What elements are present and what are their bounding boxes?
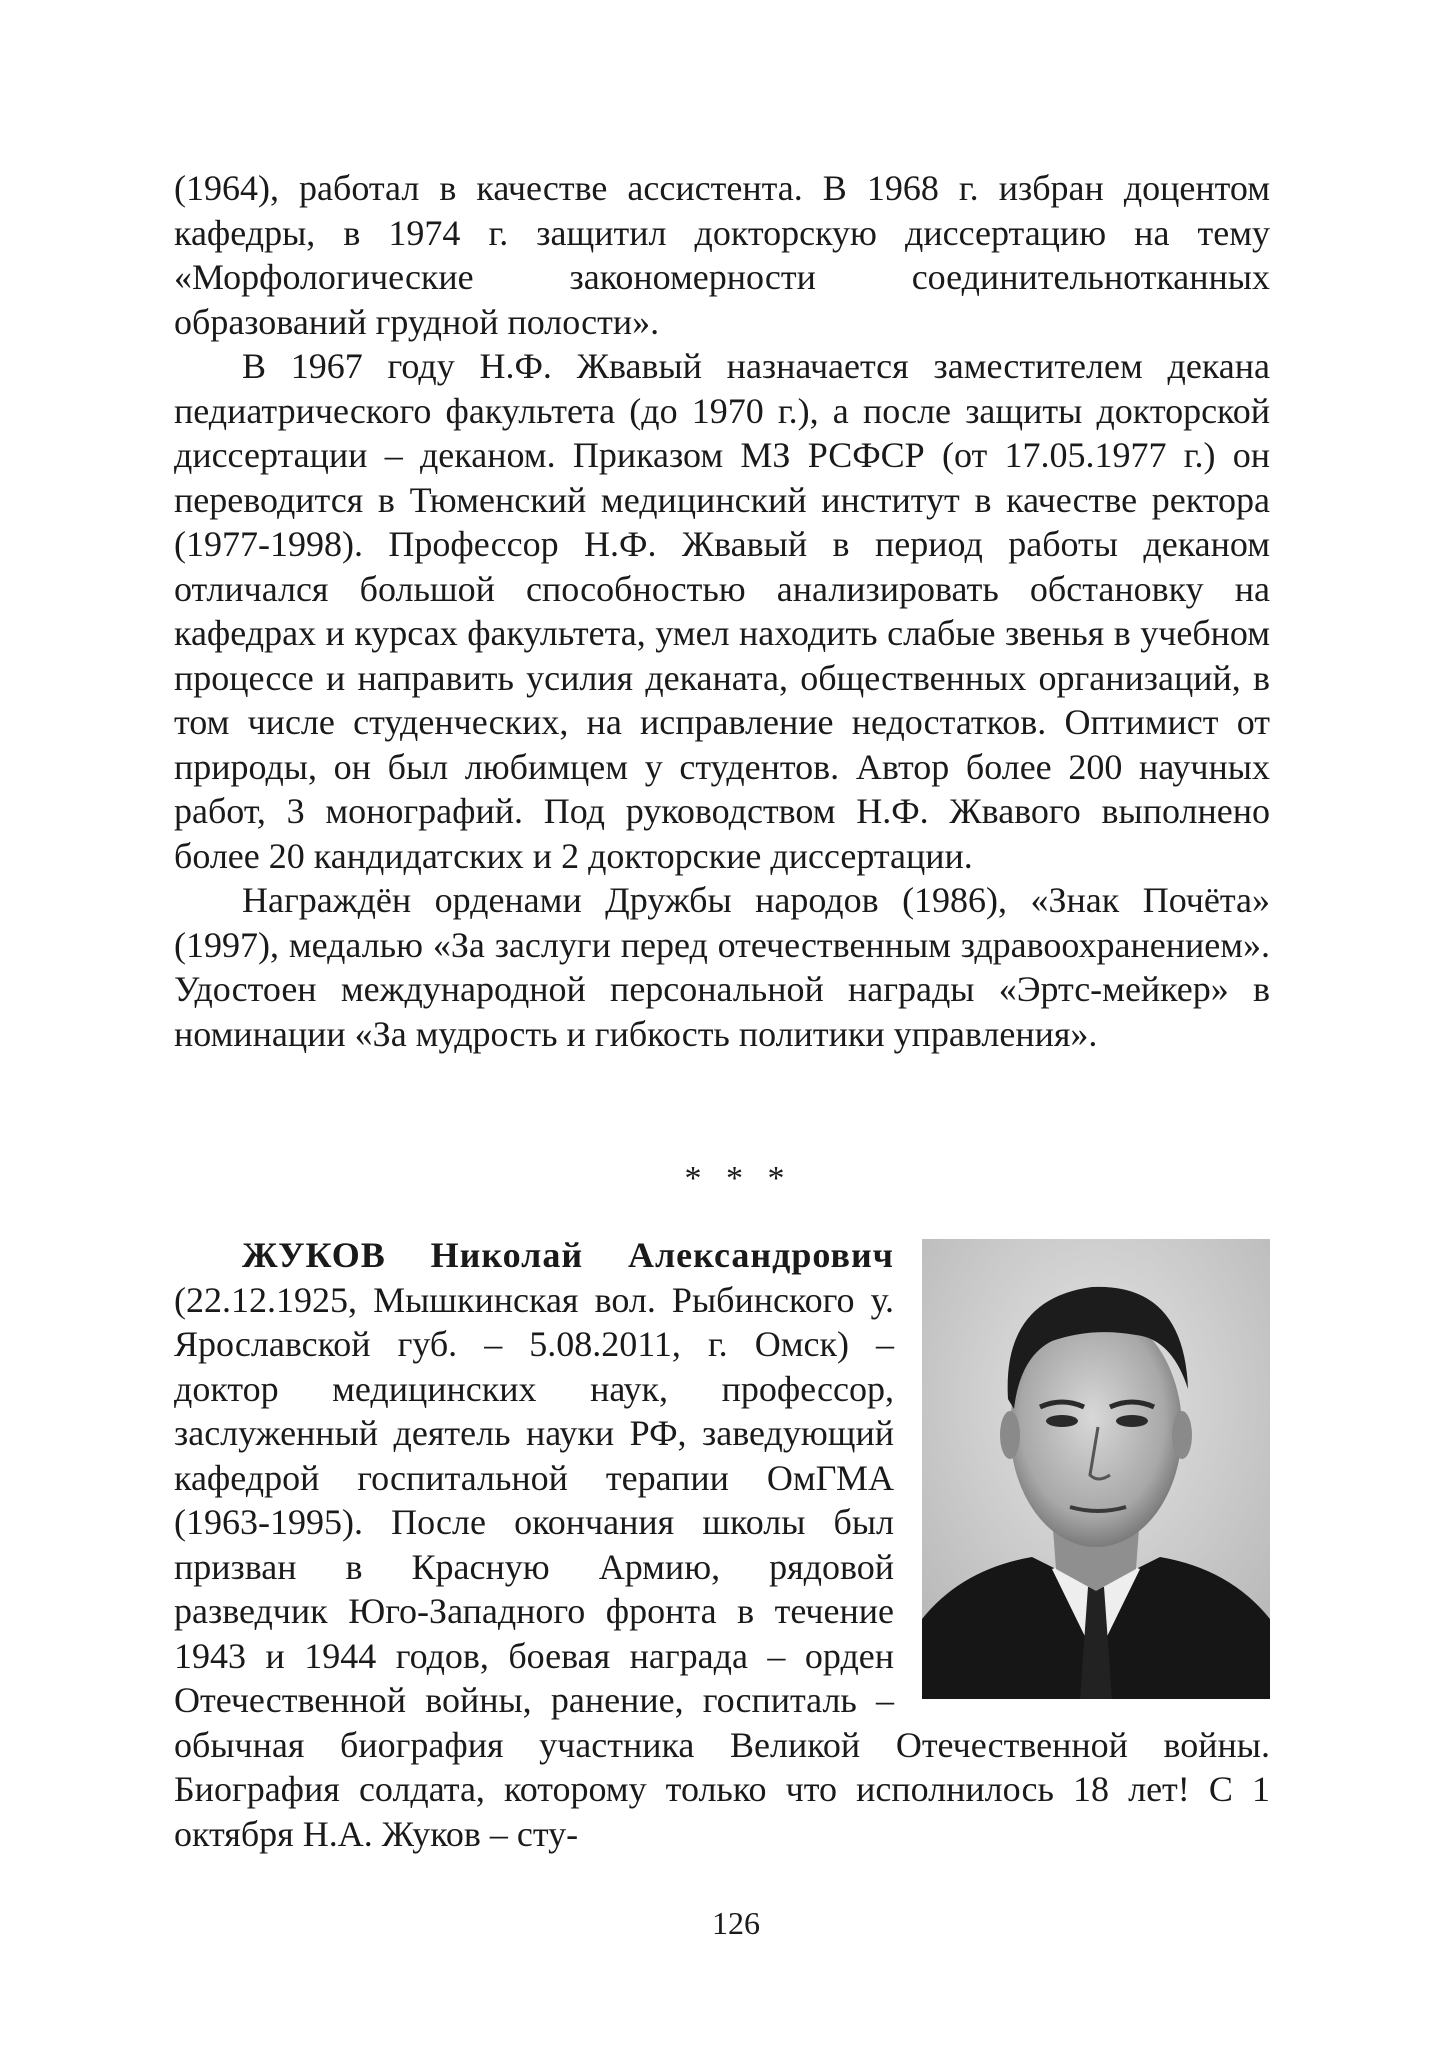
biography-text: (22.12.1925, Мышкинская вол. Рыбинского у. Ярославской губ. – 5.08.2011, г. Омск) – доктор медицинских наук, профессор, заслуженный деятель науки РФ, заведующий кафедрой госпитальной терапии ОмГМА (1963-1995). После окончания школы был призван в Красную Армию, рядовой разведчик Юго-Западного фронта в течение 1943 и 1944 годов, боевая награда – орден Отечественной войны, ранение, госпиталь – обычная биография участника Великой Отечественной войны. Биография солдата, которому только что исполнилось 18 лет! С 1 октября Н.А. Жуков – сту-	[174, 1279, 1270, 1854]
portrait-image	[922, 1239, 1270, 1699]
biography-entry	[174, 1233, 1270, 1856]
paragraph-1: (1964), работал в качестве ассистента. В 1968 г. избран доцентом кафедры, в 1974 г. защитил докторскую диссертацию на тему «Морфологические закономерности соединительнотканных образований грудной полости».	[174, 168, 1270, 342]
paragraph-2: В 1967 году Н.Ф. Жвавый назначается заместителем декана педиатрического факультета (до 1970 г.), а после защиты докторской диссертации – деканом. Приказом МЗ РСФСР (от 17.05.1977 г.) он переводится в Тюменский медицинский институт в качестве ректора (1977-1998). Профессор Н.Ф. Жвавый в период работы деканом отличался большой способностью анализировать обстановку на кафедрах и курсах факультета, умел находить слабые звенья в учебном процессе и направить усилия деканата, общественных организаций, в том числе студенческих, на исправление недостатков. Оптимист от природы, он был любимцем у студентов. Автор более 200 научных работ, 3 монографий. Под руководством Н.Ф. Жвавого выполнено более 20 кандидатских и 2 докторские диссертации.	[174, 346, 1270, 876]
continued-biography-text	[174, 166, 1270, 1056]
section-separator: * * *	[684, 1160, 793, 1197]
portrait-photo	[922, 1239, 1270, 1699]
person-name: ЖУКОВ Николай Александрович	[242, 1235, 894, 1275]
page-number: 126	[712, 1905, 760, 1941]
paragraph-3: Награждён орденами Дружбы народов (1986), «Знак Почёта» (1997), медалью «За заслуги перед отечественным здравоохранением». Удостоен международной персональной награды «Эртс-мейкер» в номинации «За мудрость и гибкость политики управления».	[174, 880, 1270, 1054]
